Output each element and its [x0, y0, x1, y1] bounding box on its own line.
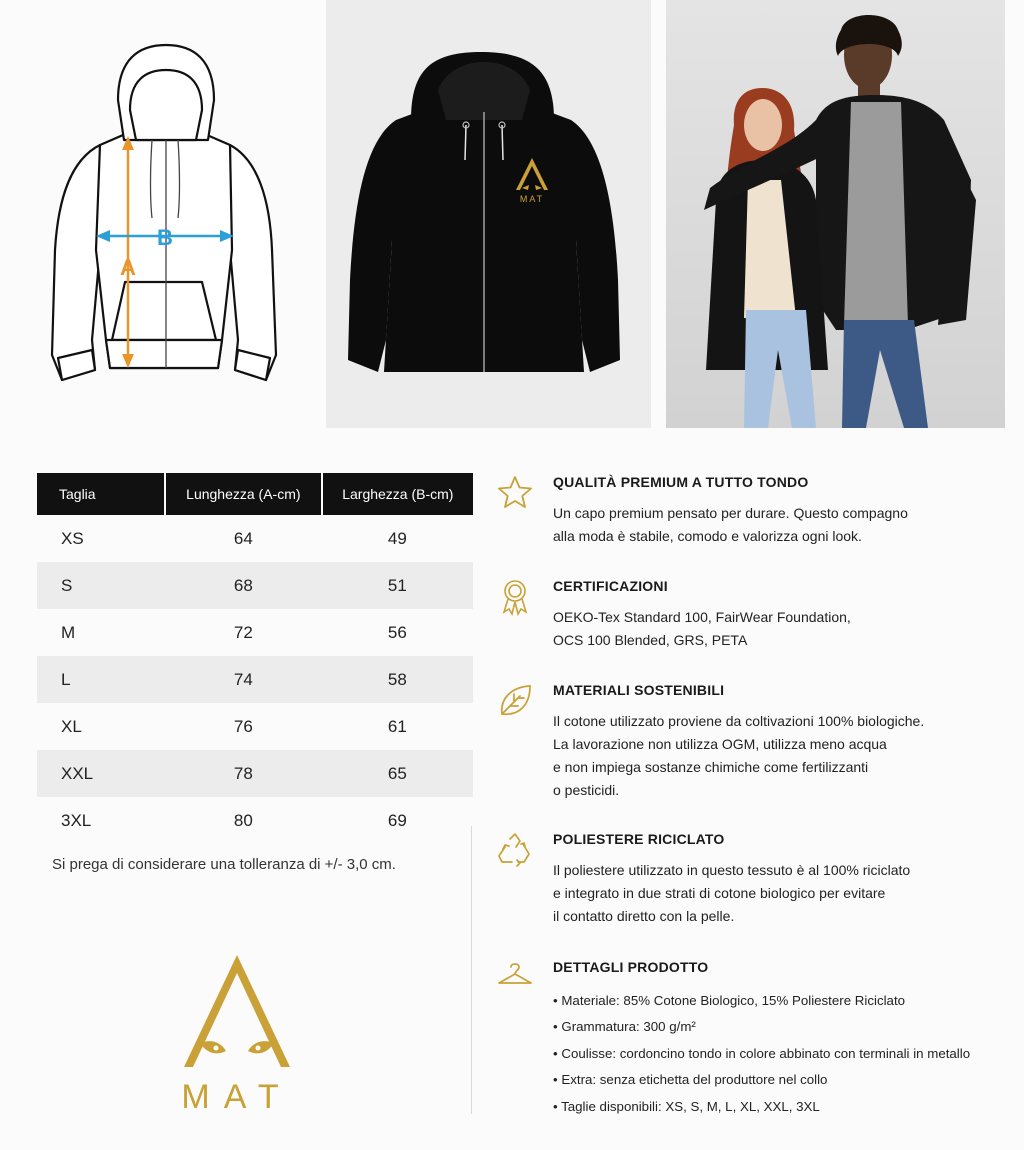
tolerance-note: Si prega di considerare una tolleranza di +/- 3,0 cm. — [52, 856, 396, 873]
measure-b-label: B — [157, 225, 173, 250]
hoodie-outline-drawing — [0, 0, 318, 428]
feature-title: POLIESTERE RICICLATO — [553, 831, 725, 847]
length-cell: 76 — [165, 703, 322, 750]
size-cell: M — [37, 609, 165, 656]
size-cell: S — [37, 562, 165, 609]
header-width: Larghezza (B-cm) — [322, 473, 473, 515]
table-row — [37, 750, 473, 797]
size-table-header — [37, 473, 473, 515]
width-cell: 56 — [322, 609, 473, 656]
length-cell: 64 — [165, 515, 322, 562]
header-length: Lunghezza (A-cm) — [165, 473, 322, 515]
award-ribbon-icon — [496, 578, 534, 616]
length-cell: 74 — [165, 656, 322, 703]
star-icon — [496, 474, 534, 512]
feature-title: MATERIALI SOSTENIBILI — [553, 682, 725, 698]
width-cell: 49 — [322, 515, 473, 562]
table-row — [37, 515, 473, 562]
hanger-icon — [496, 959, 534, 997]
width-cell: 65 — [322, 750, 473, 797]
list-item: • Taglie disponibili: XS, S, M, L, XL, XXL, 3XL — [553, 1094, 970, 1120]
table-row — [37, 609, 473, 656]
size-table — [37, 473, 473, 844]
list-item: • Materiale: 85% Cotone Biologico, 15% Poliestere Riciclato — [553, 988, 970, 1014]
model-photo — [666, 0, 1005, 428]
length-cell: 80 — [165, 797, 322, 844]
feature-title: CERTIFICAZIONI — [553, 578, 668, 594]
size-cell: L — [37, 656, 165, 703]
width-cell: 69 — [322, 797, 473, 844]
chest-logo-text: MAT — [519, 194, 545, 204]
feature-line: alla moda è stabile, comodo e valorizza ogni look. — [553, 528, 862, 544]
feature-title: DETTAGLI PRODOTTO — [553, 959, 709, 975]
size-cell: 3XL — [37, 797, 165, 844]
models-wearing-hoodie-image — [666, 0, 1005, 428]
feature-line: La lavorazione non utilizza OGM, utilizza meno acqua — [553, 736, 887, 752]
size-diagram — [0, 0, 318, 428]
width-cell: 61 — [322, 703, 473, 750]
feature-line: OEKO-Tex Standard 100, FairWear Foundation, — [553, 609, 851, 625]
feature-line: e integrato in due strati di cotone biologico per evitare — [553, 885, 886, 901]
measure-a-label: A — [120, 255, 136, 280]
list-item: • Extra: senza etichetta del produttore nel collo — [553, 1067, 970, 1093]
feature-title: QUALITÀ PREMIUM A TUTTO TONDO — [553, 474, 809, 490]
brand-logo — [160, 955, 315, 1115]
feature-text — [553, 606, 851, 652]
list-item: • Grammatura: 300 g/m² — [553, 1014, 970, 1040]
width-cell: 58 — [322, 656, 473, 703]
brand-logo-text: MAT — [181, 1078, 293, 1115]
black-hoodie-image — [326, 0, 651, 428]
mat-logo-icon — [160, 955, 315, 1115]
feature-line: e non impiega sostanze chimiche come fertilizzanti — [553, 759, 869, 775]
width-cell: 51 — [322, 562, 473, 609]
feature-text — [553, 710, 924, 802]
feature-text — [553, 859, 910, 928]
leaf-icon — [496, 682, 534, 720]
feature-line: Il poliestere utilizzato in questo tessuto è al 100% riciclato — [553, 862, 911, 878]
list-item: • Coulisse: cordoncino tondo in colore abbinato con terminali in metallo — [553, 1041, 970, 1067]
table-row — [37, 797, 473, 844]
feature-text — [553, 502, 908, 548]
feature-line: o pesticidi. — [553, 782, 620, 798]
feature-line: il contatto diretto con la pelle. — [553, 908, 735, 924]
size-cell: XL — [37, 703, 165, 750]
feature-line: Un capo premium pensato per durare. Questo compagno — [553, 505, 908, 521]
table-row — [37, 562, 473, 609]
length-cell: 68 — [165, 562, 322, 609]
size-cell: XS — [37, 515, 165, 562]
product-details-list — [553, 988, 970, 1120]
header-size: Taglia — [37, 473, 165, 515]
length-cell: 78 — [165, 750, 322, 797]
vertical-divider — [471, 826, 472, 1114]
feature-line: OCS 100 Blended, GRS, PETA — [553, 632, 748, 648]
length-cell: 72 — [165, 609, 322, 656]
product-photo — [326, 0, 651, 428]
size-cell: XXL — [37, 750, 165, 797]
recycle-icon — [496, 831, 534, 869]
table-row — [37, 656, 473, 703]
table-row — [37, 703, 473, 750]
feature-line: Il cotone utilizzato proviene da coltivazioni 100% biologiche. — [553, 713, 925, 729]
